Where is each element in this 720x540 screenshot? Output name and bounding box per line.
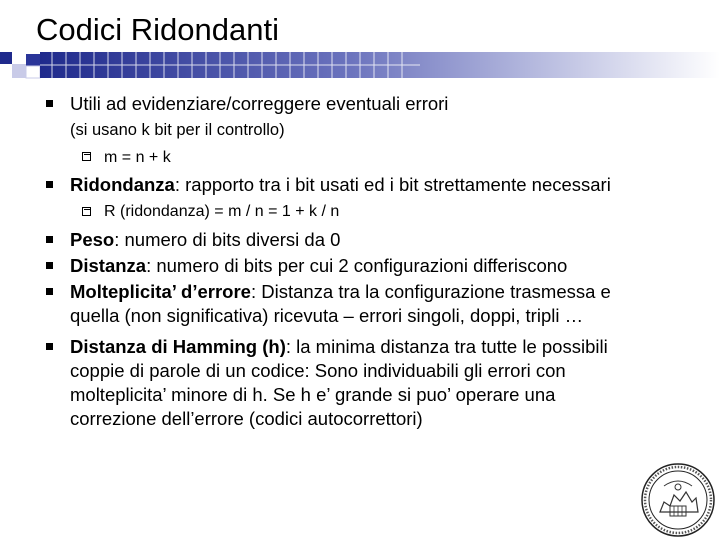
bullet-text-3: Peso: numero di bits diversi da 0 xyxy=(70,229,341,250)
sub-bullet-1: m = n + k xyxy=(104,149,171,166)
slide-title: Codici Ridondanti xyxy=(36,12,279,47)
square-bullet-icon xyxy=(46,343,53,350)
bullet-text-5: Molteplicita’ d’errore: Distanza tra la configurazione trasmessa e xyxy=(70,281,611,302)
sub-bullet-2: R (ridondanza) = m / n = 1 + k / n xyxy=(104,203,340,220)
square-bullet-icon xyxy=(46,236,53,243)
bullet-text-2: Ridondanza: rapporto tra i bit usati ed i bit strettamente necessari xyxy=(70,174,611,195)
bullet-text-1: Utili ad evidenziare/correggere eventuali errori xyxy=(70,93,449,114)
hollow-square-bullet-icon xyxy=(82,152,91,161)
square-bullet-icon xyxy=(46,262,53,269)
square-bullet-icon xyxy=(46,181,53,188)
bullet-cont-6a: coppie di parole di un codice: Sono individuabili gli errori con xyxy=(70,360,566,381)
square-bullet-icon xyxy=(46,288,53,295)
hollow-square-bullet-icon xyxy=(82,207,91,216)
bullet-text-6: Distanza di Hamming (h): la minima distanza tra tutte le possibili xyxy=(70,336,608,357)
bullet-text-4: Distanza: numero di bits per cui 2 configurazioni differiscono xyxy=(70,255,568,276)
bullet-note-1: (si usano k bit per il controllo) xyxy=(70,121,285,139)
university-seal-logo xyxy=(640,462,716,538)
bullet-cont-6b: molteplicita’ minore di h. Se h e’ grande si puo’ operare una xyxy=(70,384,556,405)
title-decoration xyxy=(0,50,720,90)
square-bullet-icon xyxy=(46,100,53,107)
bullet-cont-5: quella (non significativa) ricevuta – errori singoli, doppi, tripli … xyxy=(70,305,584,326)
bullet-cont-6c: correzione dell’errore (codici autocorrettori) xyxy=(70,408,423,429)
